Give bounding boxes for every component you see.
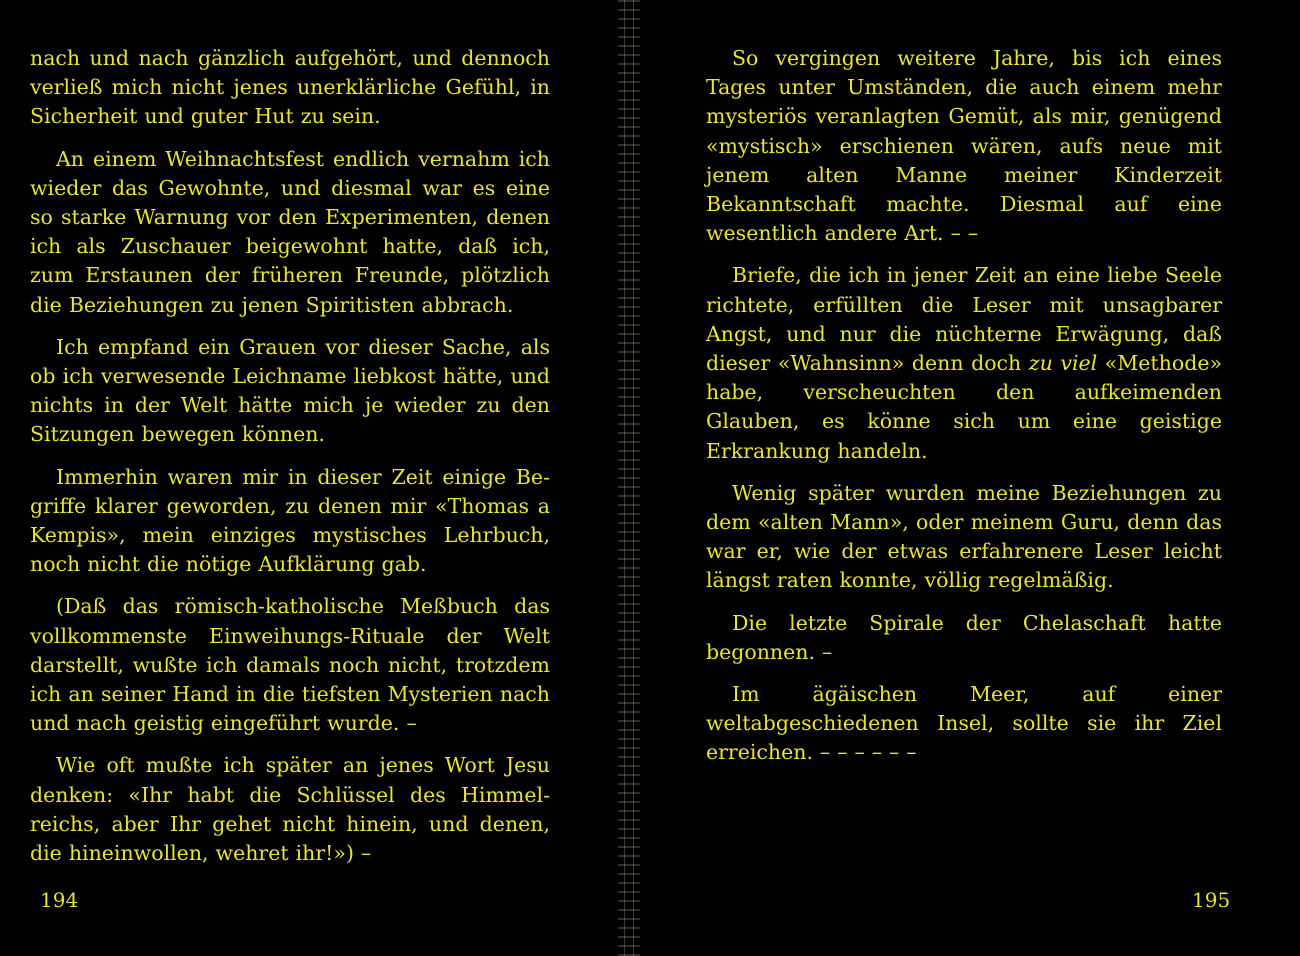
emphasis-text: zu viel	[1028, 351, 1098, 376]
paragraph: An einem Weihnachtsfest endlich vernahm ich wieder das Gewohnte, und diesmal war es eine so starke Warnung vor den Experimenten, denen ich als Zuschauer beigewohnt hatte, daß ich, zum Erstaunen der früheren Freunde, plötzlich die Beziehungen zu jenen Spiritisten abbrach.	[30, 146, 550, 317]
left-page	[30, 44, 550, 881]
paragraph: Wenig später wurden meine Beziehungen zu dem «alten Mann», oder meinem Guru, denn das war er, wie der etwas erfahrenere Leser leicht längst raten konnte, völlig regelmäßig.	[706, 480, 1222, 593]
gutter-line	[624, 0, 625, 956]
right-page	[706, 44, 1222, 781]
paragraph: So vergingen weitere Jahre, bis ich eines Tages unter Umständen, die auch einem mehr mysteriös veranlagten Gemüt, als mir, genügend «mystisch» erschienen wären, aufs neue mit jenem alten Manne meiner Kinderzeit Bekanntschaft machte. Diesmal auf eine wesentlich andere Art. – –	[706, 46, 1222, 246]
paragraph: Im ägäischen Meer, auf einer weltabgeschiedenen Insel, sollte sie ihr Ziel erreichen. – – – – – –	[706, 682, 1222, 765]
gutter-line	[633, 0, 634, 956]
paragraph	[706, 261, 1222, 465]
paragraph: Immerhin waren mir in dieser Zeit einige Begriffe klarer geworden, zu denen mir «Thomas a Kempis», mein einziges mystisches Lehrbuch, noch nicht die nötige Aufklärung gab.	[30, 464, 550, 577]
paragraph-text: Briefe, die ich in jener Zeit an eine liebe Seele richtete, erfüllten die Leser mit unsagbarer Angst, und nur die nüchterne Erwägung, daß dieser «Wahnsinn» denn doch	[706, 263, 1222, 376]
page-number: 194	[40, 888, 79, 912]
paragraph: Ich empfand ein Grauen vor dieser Sache, als ob ich verwesende Leichname liebkost hätte, und nichts in der Welt hätte mich je wieder zu den Sitzungen bewegen können.	[30, 334, 550, 447]
paragraph: nach und nach gänzlich aufgehört, und dennoch verließ mich nicht jenes unerklärliche Gefühl, in Sicherheit und guter Hut zu sein.	[30, 46, 550, 129]
paragraph: Die letzte Spirale der Chelaschaft hatte begonnen. –	[706, 610, 1222, 664]
paragraph: (Daß das römisch-katholische Meßbuch das vollkommenste Einweihungs-Rituale der Welt darstellt, wußte ich damals noch nicht, trotzdem ich an seiner Hand in die tiefsten Mysterien nach und nach geistig eingeführt wurde. –	[30, 594, 550, 736]
paragraph: Wie oft mußte ich später an jenes Wort Jesu denken: «Ihr habt die Schlüssel des Himmelreichs, aber Ihr gehet nicht hinein, und denen, die hineinwollen, wehret ihr!») –	[30, 753, 550, 866]
page-number: 195	[1192, 888, 1231, 912]
paragraph-text: «Methode» habe, verscheuchten den aufkeimenden Glauben, es könne sich um eine geistige Erkrankung handeln.	[706, 351, 1222, 463]
book-gutter	[618, 0, 640, 956]
